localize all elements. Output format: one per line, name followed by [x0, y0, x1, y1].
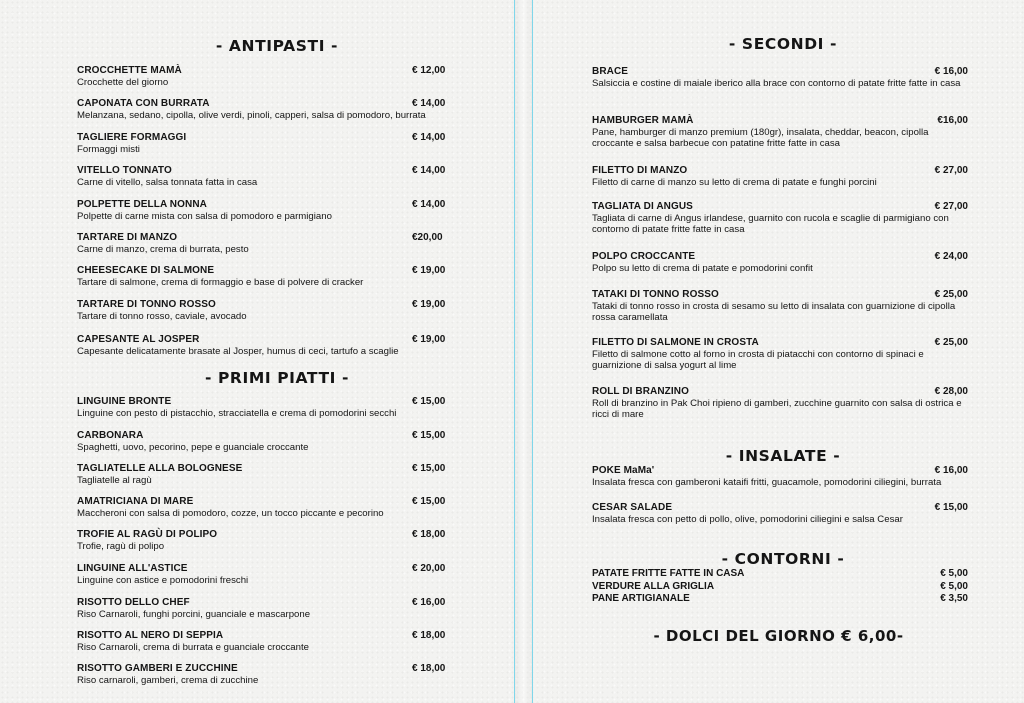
item-price: € 19,00 — [412, 265, 446, 276]
item-description: Polpo su letto di crema di patate e pomodorini confit — [592, 262, 813, 274]
item-name: BRACE — [592, 66, 629, 77]
item-price: € 25,00 — [934, 337, 968, 348]
item-name: LINGUINE ALL'ASTICE — [77, 563, 188, 574]
item-price: € 15,00 — [412, 496, 446, 507]
menu-item — [77, 98, 452, 121]
item-price: € 15,00 — [412, 463, 446, 474]
item-price: € 19,00 — [412, 299, 446, 310]
item-name: POLPETTE DELLA NONNA — [77, 199, 207, 210]
item-name: TARTARE DI MANZO — [77, 232, 178, 243]
item-name: CAPESANTE AL JOSPER — [77, 334, 200, 345]
item-description: Trofie, ragù di polipo — [77, 540, 165, 552]
menu-item — [77, 597, 452, 620]
menu-item — [77, 529, 452, 552]
menu-item — [592, 386, 968, 420]
item-price: € 20,00 — [412, 563, 446, 574]
item-price: € 14,00 — [412, 199, 446, 210]
item-price: € 14,00 — [412, 132, 446, 143]
menu-item — [592, 251, 968, 274]
item-description: Carne di manzo, crema di burrata, pesto — [77, 243, 249, 255]
item-price: € 15,00 — [412, 430, 446, 441]
menu-item — [77, 334, 452, 357]
item-price: € 16,00 — [934, 465, 968, 476]
item-name: VERDURE ALLA GRIGLIA — [592, 580, 715, 592]
item-description: Melanzana, sedano, cipolla, olive verdi, pinoli, capperi, salsa di pomodoro, burrata — [77, 109, 426, 121]
item-price: €20,00 — [412, 232, 443, 243]
contorni-list — [592, 568, 968, 606]
menu-item — [592, 66, 968, 89]
contorni-item — [592, 581, 968, 594]
item-price: € 24,00 — [934, 251, 968, 262]
item-description: Crocchette del giorno — [77, 76, 169, 88]
item-name: TAGLIATELLE ALLA BOLOGNESE — [77, 463, 243, 474]
item-description: Filetto di carne di manzo su letto di crema di patate e funghi porcini — [592, 176, 877, 188]
secondi-title: - SECONDI - — [728, 35, 838, 53]
menu-item — [592, 201, 968, 235]
item-price: € 5,00 — [940, 568, 968, 579]
menu-item — [77, 463, 452, 486]
item-name: CROCCHETTE MAMÀ — [77, 65, 182, 76]
item-name: PANE ARTIGIANALE — [592, 593, 690, 604]
menu-item — [592, 502, 968, 525]
item-name: RISOTTO AL NERO DI SEPPIA — [77, 630, 224, 641]
item-description: Salsiccia e costine di maiale iberico alla brace con contorno di patate fritte fatte in casa — [592, 77, 961, 89]
item-price: € 28,00 — [934, 386, 968, 397]
contorni-item — [592, 568, 968, 581]
item-description: Filetto di salmone cotto al forno in crosta di piatacchi con contorno di spinaci e guarnizione di salsa yogurt al lime — [592, 348, 924, 371]
menu-item — [592, 165, 968, 188]
item-description: Capesante delicatamente brasate al Josper, humus di ceci, tartufo a scaglie — [77, 345, 399, 357]
menu-item — [77, 65, 452, 88]
item-description: Spaghetti, uovo, pecorino, pepe e guanciale croccante — [77, 441, 309, 453]
item-price: € 12,00 — [412, 65, 446, 76]
item-name: TAGLIERE FORMAGGI — [77, 132, 187, 143]
item-price: € 14,00 — [412, 165, 446, 176]
item-name: HAMBURGER MAMÀ — [592, 115, 694, 126]
item-description: Insalata fresca con gamberoni kataifi fritti, guacamole, pomodorini ciliegini, burrata — [592, 476, 942, 488]
item-name: POKE MaMa' — [592, 465, 655, 476]
dolci-del-giorno: - DOLCI DEL GIORNO € 6,00- — [653, 627, 904, 645]
item-price: € 25,00 — [934, 289, 968, 300]
antipasti-title: - ANTIPASTI - — [215, 37, 339, 55]
item-description: Carne di vitello, salsa tonnata fatta in casa — [77, 176, 258, 188]
item-name: AMATRICIANA DI MARE — [77, 496, 194, 507]
menu-item — [592, 115, 968, 149]
menu-item — [592, 289, 968, 323]
item-description: Riso Carnaroli, funghi porcini, guanciale e mascarpone — [77, 608, 311, 620]
item-name: CAPONATA CON BURRATA — [77, 98, 210, 109]
item-name: CESAR SALADE — [592, 502, 673, 513]
item-description: Linguine con pesto di pistacchio, stracciatella e crema di pomodorini secchi — [77, 407, 397, 419]
item-description: Maccheroni con salsa di pomodoro, cozze, un tocco piccante e pecorino — [77, 507, 384, 519]
item-price: € 18,00 — [412, 663, 446, 674]
item-description: Insalata fresca con petto di pollo, olive, pomodorini ciliegini e salsa Cesar — [592, 513, 903, 525]
item-name: TARTARE DI TONNO ROSSO — [77, 299, 216, 310]
item-description: Tartare di tonno rosso, caviale, avocado — [77, 310, 247, 322]
item-name: VITELLO TONNATO — [77, 165, 172, 176]
menu-item — [77, 496, 452, 519]
item-description: Tagliata di carne di Angus irlandese, guarnito con rucola e scaglie di parmigiano con contorno di patate fritte fatte in casa — [592, 212, 949, 235]
menu-item — [77, 630, 452, 653]
item-description: Pane, hamburger di manzo premium (180gr), insalata, cheddar, beacon, cipolla croccante e salsa barbecue con patatine fritte fatte in casa — [592, 126, 929, 149]
item-name: LINGUINE BRONTE — [77, 396, 172, 407]
item-name: PATATE FRITTE FATTE IN CASA — [592, 568, 745, 579]
item-description: Riso Carnaroli, crema di burrata e guanciale croccante — [77, 641, 309, 653]
item-name: TROFIE AL RAGÙ DI POLIPO — [77, 529, 218, 540]
menu-item — [77, 396, 452, 419]
item-description: Tartare di salmone, crema di formaggio e base di polvere di cracker — [77, 276, 364, 288]
menu-item — [77, 663, 452, 686]
item-name: CARBONARA — [77, 430, 144, 441]
menu-item — [77, 232, 452, 255]
item-price: € 14,00 — [412, 98, 446, 109]
item-description: Riso carnaroli, gamberi, crema di zucchine — [77, 674, 259, 686]
item-price: € 16,00 — [412, 597, 446, 608]
contorni-title: - CONTORNI - — [721, 550, 845, 568]
item-price: € 3,50 — [940, 593, 968, 604]
item-description: Roll di branzino in Pak Choi ripieno di gamberi, zucchine guarnito con salsa di ostrica e ricci di mare — [592, 397, 962, 420]
item-price: €16,00 — [937, 115, 968, 126]
item-description: Linguine con astice e pomodorini freschi — [77, 574, 249, 586]
item-name: FILETTO DI SALMONE IN CROSTA — [592, 337, 759, 348]
item-name: CHEESECAKE DI SALMONE — [77, 265, 215, 276]
item-name: ROLL DI BRANZINO — [592, 386, 689, 397]
menu-item — [77, 165, 452, 188]
item-description: Tagliatelle al ragù — [77, 474, 152, 486]
item-description: Formaggi misti — [77, 143, 140, 155]
item-name: RISOTTO GAMBERI E ZUCCHINE — [77, 663, 238, 674]
menu-item — [77, 563, 452, 586]
item-price: € 27,00 — [934, 165, 968, 176]
contorni-item — [592, 593, 968, 606]
menu-item — [77, 265, 452, 288]
item-name: TATAKI DI TONNO ROSSO — [592, 289, 719, 300]
item-price: € 19,00 — [412, 334, 446, 345]
item-name: TAGLIATA DI ANGUS — [592, 201, 693, 212]
item-price: € 15,00 — [934, 502, 968, 513]
item-description: Tataki di tonno rosso in crosta di sesamo su letto di insalata con guarnizione di cipolla rossa caramellata — [592, 300, 956, 323]
menu-item — [592, 465, 968, 488]
item-price: € 27,00 — [934, 201, 968, 212]
page-fold — [515, 0, 532, 703]
item-price: € 18,00 — [412, 529, 446, 540]
menu-item — [77, 199, 452, 222]
menu-item — [77, 299, 452, 322]
insalate-title: - INSALATE - — [725, 447, 841, 465]
fold-line-left — [514, 0, 515, 703]
menu-item — [592, 337, 968, 371]
right-page — [533, 0, 1024, 703]
item-name: RISOTTO DELLO CHEF — [77, 597, 190, 608]
item-price: € 15,00 — [412, 396, 446, 407]
menu-item — [77, 132, 452, 155]
item-name: FILETTO DI MANZO — [592, 165, 688, 176]
menu-item — [77, 430, 452, 453]
item-price: € 16,00 — [934, 66, 968, 77]
item-price: € 5,00 — [940, 580, 968, 592]
item-name: POLPO CROCCANTE — [592, 251, 696, 262]
item-price: € 18,00 — [412, 630, 446, 641]
primi-title: - PRIMI PIATTI - — [204, 369, 350, 387]
item-description: Polpette di carne mista con salsa di pomodoro e parmigiano — [77, 210, 332, 222]
